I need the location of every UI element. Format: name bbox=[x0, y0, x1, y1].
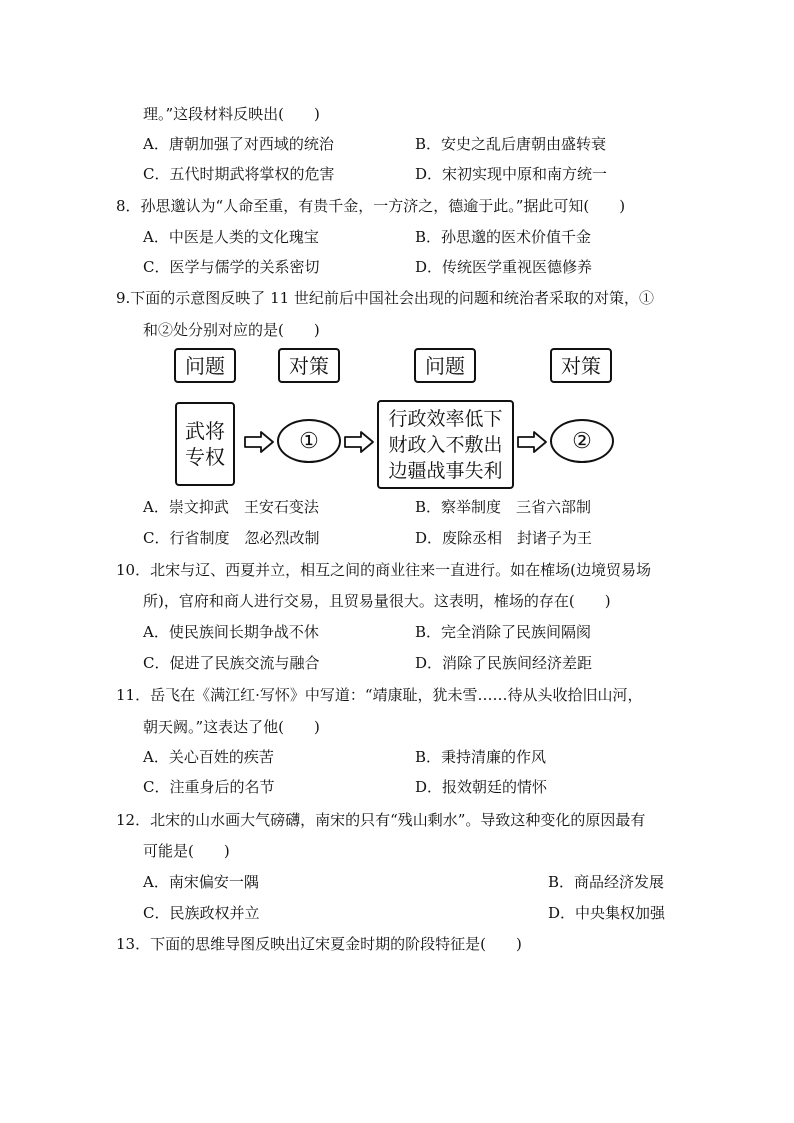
q8-stem: 8．孙思邈认为“人命至重，有贵千金，一方济之，德逾于此。”据此可知( ) bbox=[116, 197, 626, 215]
q10-option-a[interactable]: A．使民族间长期争战不休 bbox=[143, 623, 319, 641]
q9-option-c[interactable]: C．行省制度 忽必烈改制 bbox=[143, 529, 320, 547]
diagram-box-problems bbox=[377, 400, 514, 489]
q8-option-c[interactable]: C．医学与儒学的关系密切 bbox=[143, 258, 320, 276]
q13-stem: 13．下面的思维导图反映出辽宋夏金时期的阶段特征是( ) bbox=[116, 935, 522, 953]
diagram-header-strategy-1: 对策 bbox=[278, 348, 340, 383]
diagram-box1-line2: 专权 bbox=[185, 445, 225, 469]
q9-option-a[interactable]: A．崇文抑武 王安石变法 bbox=[143, 498, 319, 516]
q7-option-b[interactable]: B．安史之乱后唐朝由盛转衰 bbox=[415, 135, 607, 153]
diagram-box1-line1: 武将 bbox=[185, 419, 225, 443]
q11-stem-line2: 朝天阙。”这表达了他( ) bbox=[143, 718, 320, 736]
q8-option-b[interactable]: B．孙思邈的医术价值千金 bbox=[415, 228, 592, 246]
q12-stem-line1: 12．北宋的山水画大气磅礴，南宋的只有“残山剩水”。导致这种变化的原因最有 bbox=[116, 811, 646, 829]
diagram-header-problem-1: 问题 bbox=[174, 348, 236, 383]
q11-option-c[interactable]: C．注重身后的名节 bbox=[143, 778, 275, 796]
q11-option-b[interactable]: B．秉持清廉的作风 bbox=[415, 748, 547, 766]
q7-stem-tail: 理。”这段材料反映出( ) bbox=[143, 105, 320, 123]
diagram-header-problem-2: 问题 bbox=[414, 348, 476, 383]
q7-option-a[interactable]: A．唐朝加强了对西域的统治 bbox=[143, 135, 334, 153]
q12-option-a[interactable]: A．南宋偏安一隅 bbox=[143, 873, 259, 891]
q9-option-d[interactable]: D．废除丞相 封诸子为王 bbox=[415, 529, 593, 547]
q12-option-d[interactable]: D．中央集权加强 bbox=[548, 904, 666, 922]
diagram-box-military-power bbox=[175, 402, 235, 486]
q9-stem-line1: 9.下面的示意图反映了 11 世纪前后中国社会出现的问题和统治者采取的对策，① bbox=[116, 289, 654, 307]
diagram-box2-line2: 财政入不敷出 bbox=[388, 433, 503, 456]
diagram-header-strategy-2: 对策 bbox=[550, 348, 612, 383]
q10-stem-line2: 所)，官府和商人进行交易，且贸易量很大。这表明，榷场的存在( ) bbox=[143, 592, 611, 610]
q7-option-c[interactable]: C．五代时期武将掌权的危害 bbox=[143, 165, 335, 183]
q12-option-c[interactable]: C．民族政权并立 bbox=[143, 904, 260, 922]
diagram-box2-line1: 行政效率低下 bbox=[388, 407, 503, 430]
q9-stem-line2: 和②处分别对应的是( ) bbox=[143, 321, 320, 339]
arrow-right-icon bbox=[516, 430, 548, 454]
diagram-box2-line3: 边疆战事失利 bbox=[388, 459, 503, 482]
q10-option-c[interactable]: C．促进了民族交流与融合 bbox=[143, 654, 320, 672]
diagram-circle-1: ① bbox=[277, 419, 341, 463]
arrow-right-icon bbox=[343, 430, 375, 454]
q12-option-b[interactable]: B．商品经济发展 bbox=[548, 873, 665, 891]
q12-stem-line2: 可能是( ) bbox=[143, 842, 230, 860]
q10-option-b[interactable]: B．完全消除了民族间隔阂 bbox=[415, 623, 592, 641]
q11-option-d[interactable]: D．报效朝廷的情怀 bbox=[415, 778, 548, 796]
q9-option-b[interactable]: B．察举制度 三省六部制 bbox=[415, 498, 592, 516]
diagram-circle-2: ② bbox=[550, 419, 614, 463]
arrow-right-icon bbox=[243, 430, 275, 454]
q11-stem-line1: 11．岳飞在《满江红·写怀》中写道：“靖康耻，犹未雪……待从头收拾旧山河， bbox=[116, 686, 643, 704]
q10-stem-line1: 10．北宋与辽、西夏并立，相互之间的商业往来一直进行。如在榷场(边境贸易场 bbox=[116, 561, 651, 579]
q10-option-d[interactable]: D．消除了民族间经济差距 bbox=[415, 654, 593, 672]
q11-option-a[interactable]: A．关心百姓的疾苦 bbox=[143, 748, 274, 766]
q8-option-a[interactable]: A．中医是人类的文化瑰宝 bbox=[143, 228, 319, 246]
q8-option-d[interactable]: D．传统医学重视医德修养 bbox=[415, 258, 593, 276]
q7-option-d[interactable]: D．宋初实现中原和南方统一 bbox=[415, 165, 608, 183]
